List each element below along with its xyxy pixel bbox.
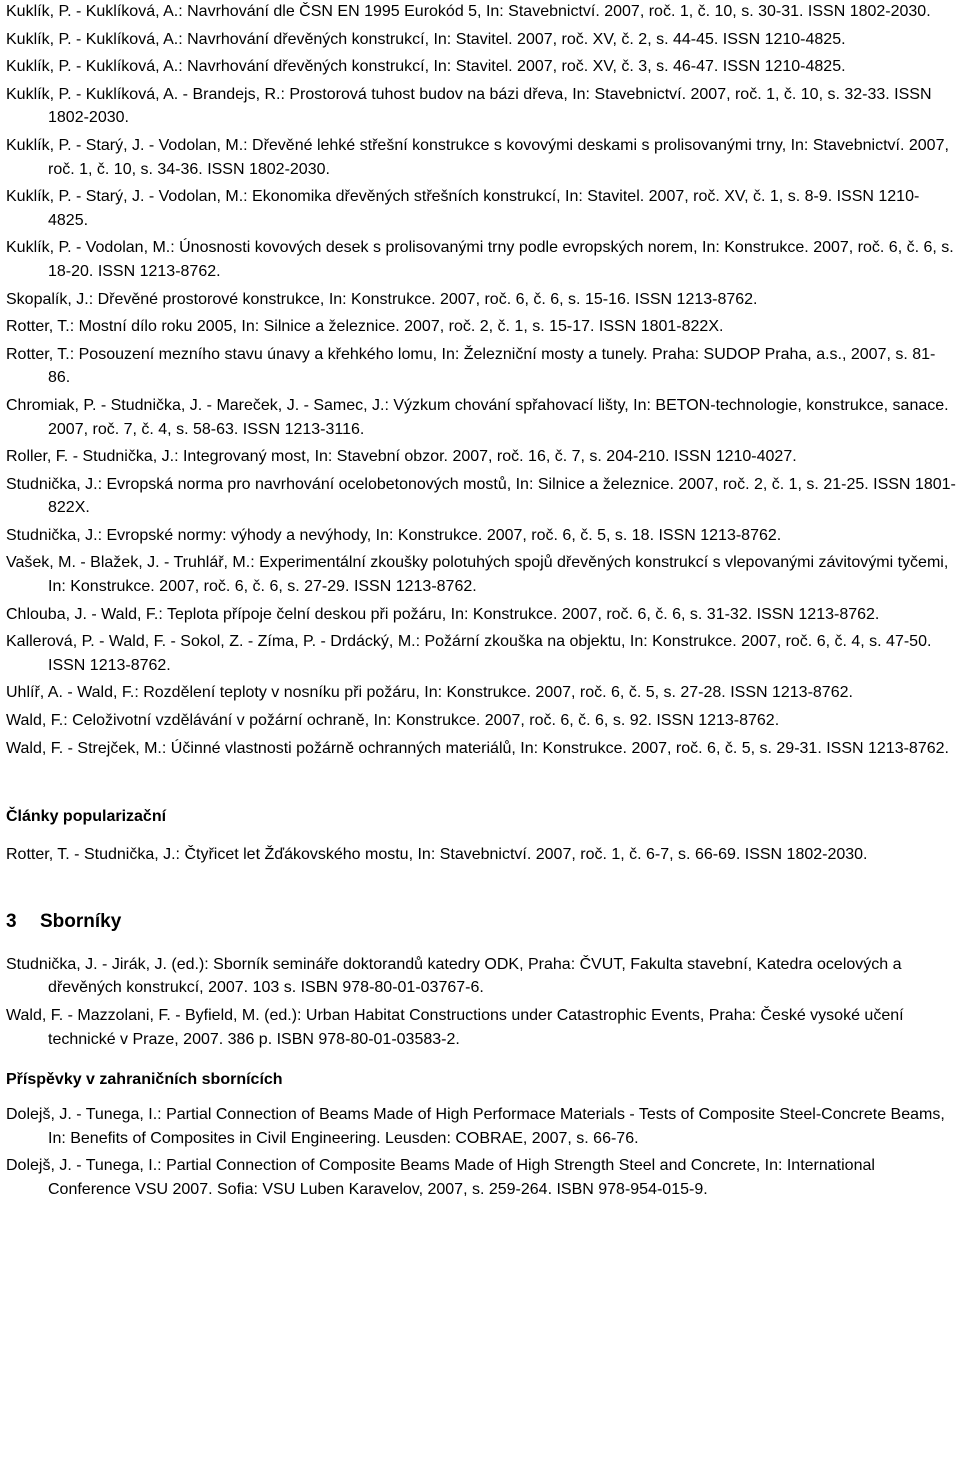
- section-heading: [6, 909, 956, 935]
- section-number: 3: [6, 910, 17, 932]
- reference-entry: Wald, F. - Strejček, M.: Účinné vlastnosti požárně ochranných materiálů, In: Konstrukce. 2007, roč. 6, č. 5, s. 29-31. ISSN 1213-8762.: [6, 739, 949, 757]
- reference-entry: Uhlíř, A. - Wald, F.: Rozdělení teploty v nosníku při požáru, In: Konstrukce. 2007, roč. 6, č. 5, s. 27-28. ISSN 1213-8762.: [6, 684, 853, 702]
- reference-entry: Skopalík, J.: Dřevěné prostorové konstrukce, In: Konstrukce. 2007, roč. 6, č. 6, s. 15-16. ISSN 1213-8762.: [6, 290, 758, 308]
- reference-list-popular: [6, 843, 956, 867]
- reference-entry: Studnička, J.: Evropské normy: výhody a nevýhody, In: Konstrukce. 2007, roč. 6, č. 5, s. 18. ISSN 1213-8762.: [6, 526, 782, 544]
- popular-articles-heading: Články popularizační: [6, 808, 167, 826]
- reference-entry: Rotter, T.: Posouzení mezního stavu únavy a křehkého lomu, In: Železniční mosty a tunely. Praha: SUDOP Praha, a.s., 2007, s. 81-86.: [6, 345, 936, 387]
- foreign-proceedings-heading: Příspěvky v zahraničních sbornících: [6, 1071, 283, 1089]
- reference-entry: Kuklík, P. - Starý, J. - Vodolan, M.: Ekonomika dřevěných střešních konstrukcí, In: Stavitel. 2007, roč. XV, č. 1, s. 8-9. ISSN 1210-4825.: [6, 188, 920, 229]
- reference-entry: Rotter, T.: Mostní dílo roku 2005, In: Silnice a železnice. 2007, roč. 2, č. 1, s. 15-17. ISSN 1801-822X.: [6, 318, 724, 336]
- reference-list-journals: [6, 0, 956, 760]
- reference-entry: Kuklík, P. - Kuklíková, A. - Brandejs, R.: Prostorová tuhost budov na bázi dřeva, In: Stavebnictví. 2007, roč. 1, č. 10, s. 32-33. ISSN 1802-2030.: [6, 85, 932, 127]
- reference-entry: Kuklík, P. - Kuklíková, A.: Navrhování dřevěných konstrukcí, In: Stavitel. 2007, roč. XV, č. 3, s. 46-47. ISSN 1210-4825.: [6, 58, 846, 76]
- reference-entry: Kuklík, P. - Kuklíková, A.: Navrhování dřevěných konstrukcí, In: Stavitel. 2007, roč. XV, č. 2, s. 44-45. ISSN 1210-4825.: [6, 30, 846, 48]
- reference-entry: Rotter, T. - Studnička, J.: Čtyřicet let Žďákovského mostu, In: Stavebnictví. 2007, roč. 1, č. 6-7, s. 66-69. ISSN 1802-2030.: [6, 846, 868, 864]
- reference-entry: Chlouba, J. - Wald, F.: Teplota přípoje čelní deskou při požáru, In: Konstrukce. 2007, roč. 6, č. 6, s. 31-32. ISSN 1213-8762.: [6, 605, 880, 623]
- reference-entry: Dolejš, J. - Tunega, I.: Partial Connection of Composite Beams Made of High Strength Steel and Concrete, In: International Conference VSU 2007. Sofia: VSU Luben Karavelov, 2007, s. 259-264. ISBN 978-954-015-9.: [6, 1157, 875, 1198]
- reference-entry: Kuklík, P. - Starý, J. - Vodolan, M.: Dřevěné lehké střešní konstrukce s kovovými deskami s prolisovanými trny, In: Stavebnictví. 2007, roč. 1, č. 10, s. 34-36. ISSN 1802-2030.: [6, 136, 949, 178]
- reference-entry: Kallerová, P. - Wald, F. - Sokol, Z. - Zíma, P. - Drdácký, M.: Požární zkouška na objektu, In: Konstrukce. 2007, roč. 6, č. 4, s. 47-50. ISSN 1213-8762.: [6, 633, 932, 674]
- reference-entry: Kuklík, P. - Kuklíková, A.: Navrhování dle ČSN EN 1995 Eurokód 5, In: Stavebnictví. 2007, roč. 1, č. 10, s. 30-31. ISSN 1802-2030.: [6, 3, 931, 20]
- document-page: [6, 0, 956, 1206]
- reference-entry: Kuklík, P. - Vodolan, M.: Únosnosti kovových desek s prolisovanými trny podle evropských norem, In: Konstrukce. 2007, roč. 6, č. 6, s. 18-20. ISSN 1213-8762.: [6, 239, 954, 280]
- reference-entry: Vašek, M. - Blažek, J. - Truhlář, M.: Experimentální zkoušky polotuhých spojů dřevěných konstrukcí s vlepovanými závitovými tyčemi, In: Konstrukce. 2007, roč. 6, č. 6, s. 27-29. ISSN 1213-8762.: [6, 554, 949, 596]
- section-title: Sborníky: [40, 910, 122, 932]
- reference-list-proceedings: [6, 953, 956, 1051]
- reference-entry: Chromiak, P. - Studnička, J. - Mareček, J. - Samec, J.: Výzkum chování spřahovací lišty, In: BETON-technologie, konstrukce, sanace. 2007, roč. 7, č. 4, s. 58-63. ISSN 1213-3116.: [6, 396, 949, 438]
- reference-list-foreign: [6, 1103, 956, 1201]
- reference-entry: Studnička, J.: Evropská norma pro navrhování ocelobetonových mostů, In: Silnice a železnice. 2007, roč. 2, č. 1, s. 21-25. ISSN 1801-822X.: [6, 475, 956, 517]
- reference-entry: Dolejš, J. - Tunega, I.: Partial Connection of Beams Made of High Performace Materials - Tests of Composite Steel-Concrete Beams, In: Benefits of Composites in Civil Engineering. Leusden: COBRAE, 2007, s. 66-76.: [6, 1106, 945, 1147]
- reference-entry: Wald, F. - Mazzolani, F. - Byfield, M. (ed.): Urban Habitat Constructions under Catastrophic Events, Praha: České vysoké učení technické v Praze, 2007. 386 p. ISBN 978-80-01-03583-2.: [6, 1007, 904, 1048]
- reference-entry: Studnička, J. - Jirák, J. (ed.): Sborník semináře doktorandů katedry ODK, Praha: ČVUT, Fakulta stavební, Katedra ocelových a dřevěných konstrukcí, 2007. 103 s. ISBN 978-80-01-03767-6.: [6, 955, 902, 997]
- reference-entry: Roller, F. - Studnička, J.: Integrovaný most, In: Stavební obzor. 2007, roč. 16, č. 7, s. 204-210. ISSN 1210-4027.: [6, 448, 797, 466]
- reference-entry: Wald, F.: Celoživotní vzdělávání v požární ochraně, In: Konstrukce. 2007, roč. 6, č. 6, s. 92. ISSN 1213-8762.: [6, 712, 780, 730]
